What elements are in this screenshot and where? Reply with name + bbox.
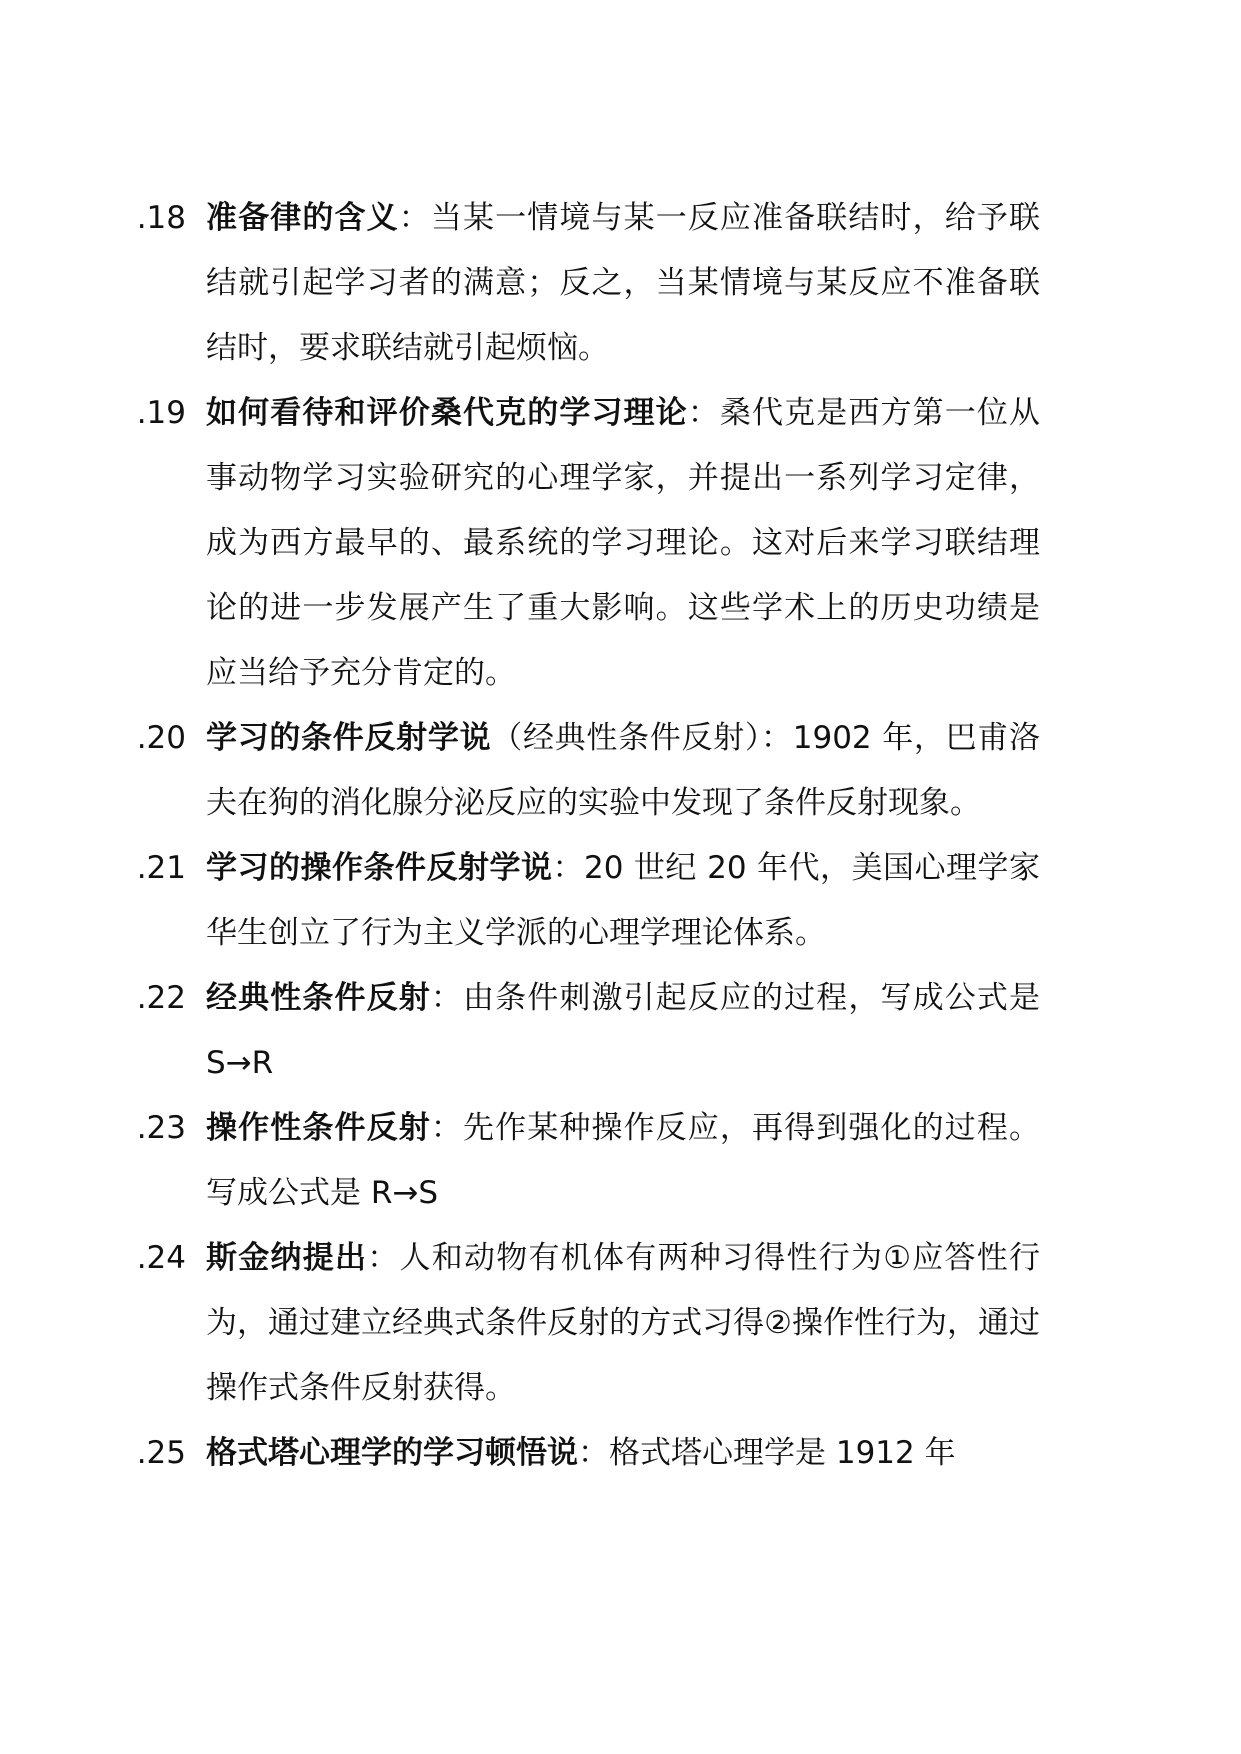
item-body: ：当某一情境与某一反应准备联结时，给予联结就引起学习者的满意；反之，当某情境与某反应不准备联结时，要求联结就引起烦恼。 xyxy=(206,200,1041,366)
item-term: 格式塔心理学的学习顿悟说 xyxy=(206,1435,578,1471)
list-item: 20. 学习的条件反射学说（经典性条件反射）：1902 年，巴甫洛夫在狗的消化腺分泌反应的实验中发现了条件反射现象。 xyxy=(136,720,1040,821)
item-body: （经典性条件反射）：1902 年，巴甫洛夫在狗的消化腺分泌反应的实验中发现了条件反射现象。 xyxy=(206,720,1040,821)
item-body: ：人和动物有机体有两种习得性行为①应答性行为，通过建立经典式条件反射的方式习得②操作性行为，通过操作式条件反射获得。 xyxy=(206,1240,1041,1406)
list-item: 23. 操作性条件反射：先作某种操作反应，再得到强化的过程。写成公式是 R→S xyxy=(136,1110,1041,1211)
list-item: 18. 准备律的含义：当某一情境与某一反应准备联结时，给予联结就引起学习者的满意；反之，当某情境与某反应不准备联结时，要求联结就引起烦恼。 xyxy=(136,200,1041,366)
item-body: ：20 世纪 20 年代，美国心理学家华生创立了行为主义学派的心理学理论体系。 xyxy=(206,850,1040,951)
document-body xyxy=(136,186,1041,1486)
item-term: 斯金纳提出 xyxy=(206,1240,368,1276)
list-item: 21. 学习的操作条件反射学说：20 世纪 20 年代，美国心理学家华生创立了行为主义学派的心理学理论体系。 xyxy=(136,850,1040,951)
item-term: 操作性条件反射 xyxy=(206,1110,431,1146)
list-item: 19. 如何看待和评价桑代克的学习理论：桑代克是西方第一位从事动物学习实验研究的心理学家，并提出一系列学习定律，成为西方最早的、最系统的学习理论。这对后来学习联结理论的进一步发展产生了重大影响。这些学术上的历史功绩是应当给予充分肯定的。 xyxy=(136,395,1041,691)
list-item: 22. 经典性条件反射：由条件刺激引起反应的过程，写成公式是 S→R xyxy=(136,980,1041,1081)
item-term: 准备律的含义 xyxy=(206,200,399,236)
item-body: ：先作某种操作反应，再得到强化的过程。写成公式是 R→S xyxy=(206,1110,1041,1211)
item-term: 学习的条件反射学说 xyxy=(206,720,492,756)
list-item: 25. 格式塔心理学的学习顿悟说：格式塔心理学是 1912 年 xyxy=(136,1435,956,1471)
item-body: ：桑代克是西方第一位从事动物学习实验研究的心理学家，并提出一系列学习定律，成为西方最早的、最系统的学习理论。这对后来学习联结理论的进一步发展产生了重大影响。这些学术上的历史功绩是应当给予充分肯定的。 xyxy=(206,395,1041,691)
item-body: ：格式塔心理学是 1912 年 xyxy=(578,1435,956,1471)
item-term: 如何看待和评价桑代克的学习理论 xyxy=(206,395,688,431)
list-item: 24. 斯金纳提出：人和动物有机体有两种习得性行为①应答性行为，通过建立经典式条件反射的方式习得②操作性行为，通过操作式条件反射获得。 xyxy=(136,1240,1041,1406)
item-term: 经典性条件反射 xyxy=(206,980,431,1016)
item-term: 学习的操作条件反射学说 xyxy=(206,850,553,886)
item-body: ：由条件刺激引起反应的过程，写成公式是 S→R xyxy=(206,980,1041,1081)
